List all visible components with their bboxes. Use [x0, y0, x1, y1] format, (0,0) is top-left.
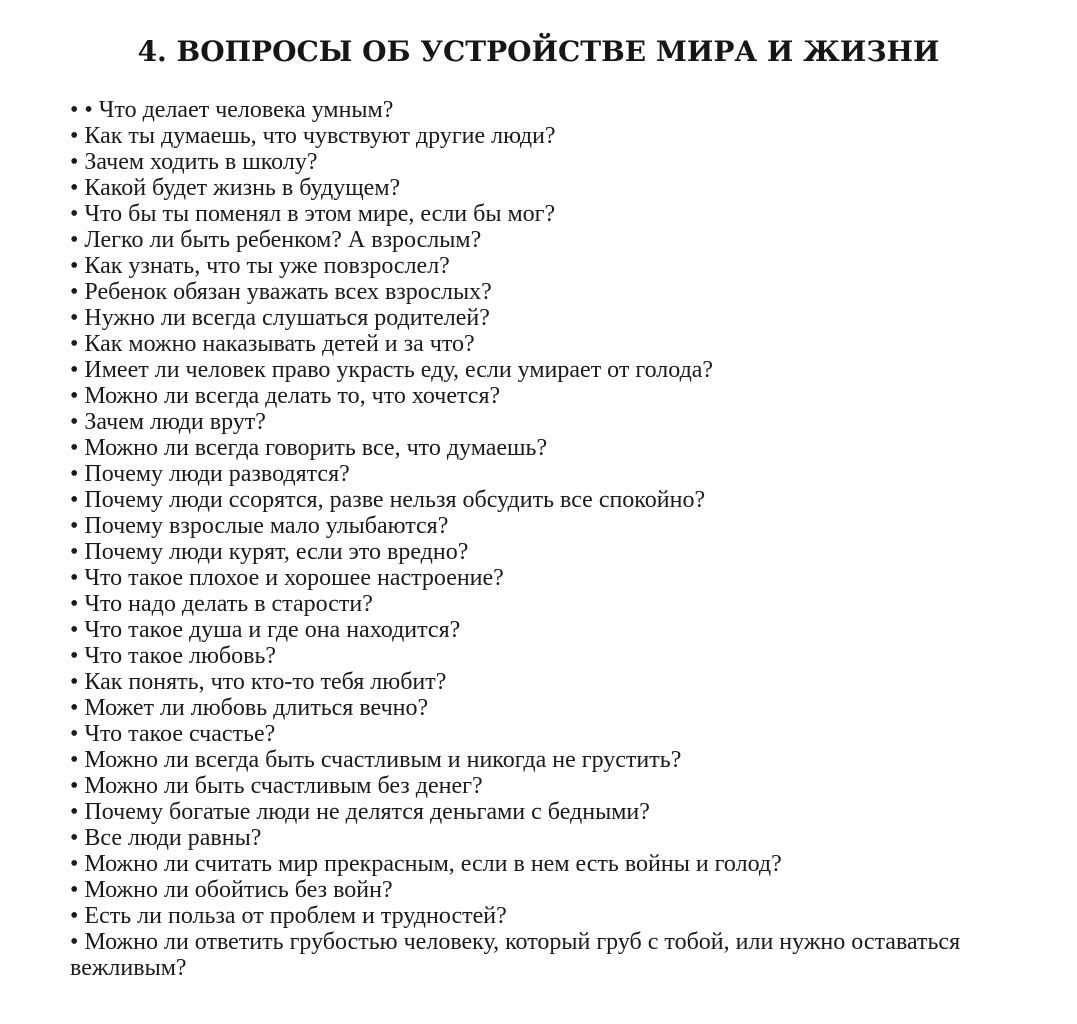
bullet-icon: •: [70, 253, 79, 279]
list-item-text: Можно ли быть счастливым без денег?: [84, 773, 483, 799]
bullet-icon: •: [70, 747, 79, 773]
bullet-icon: •: [70, 851, 79, 877]
list-item-text: Может ли любовь длиться вечно?: [84, 695, 429, 721]
bullet-icon: •: [70, 123, 79, 149]
list-item-text: Нужно ли всегда слушаться родителей?: [84, 305, 490, 331]
bullet-icon: •: [70, 669, 79, 695]
bullet-icon: •: [70, 513, 79, 539]
list-item-text: Можно ли считать мир прекрасным, если в нем есть войны и голод?: [84, 851, 782, 877]
list-item: [70, 435, 1010, 461]
bullet-icon: •: [70, 877, 79, 903]
list-item: [70, 461, 1010, 487]
bullet-icon: •: [70, 279, 79, 305]
list-item-text: Что бы ты поменял в этом мире, если бы мог?: [84, 201, 556, 227]
list-item-text: Какой будет жизнь в будущем?: [84, 175, 401, 201]
list-item: [70, 591, 1010, 617]
bullet-icon: •: [70, 97, 79, 123]
bullet-icon: •: [70, 487, 79, 513]
bullet-icon: •: [70, 539, 79, 565]
bullet-icon: •: [70, 565, 79, 591]
list-item: [70, 331, 1010, 357]
list-item-text: Имеет ли человек право украсть еду, если умирает от голода?: [84, 357, 714, 383]
bullet-icon: •: [70, 929, 79, 955]
list-item: [70, 929, 1010, 981]
list-item-text: Почему люди курят, если это вредно?: [84, 539, 469, 565]
list-item-text: Почему люди разводятся?: [84, 461, 350, 487]
bullet-icon: •: [70, 617, 79, 643]
list-item: [70, 123, 1010, 149]
list-item: [70, 773, 1010, 799]
bullet-icon: •: [70, 409, 79, 435]
list-item: [70, 409, 1010, 435]
list-item: [70, 97, 1010, 123]
list-item-text: Что такое счастье?: [84, 721, 276, 747]
bullet-icon: •: [70, 227, 79, 253]
bullet-icon: •: [70, 643, 79, 669]
list-item-text: Зачем люди врут?: [84, 409, 266, 435]
list-item-text: Можно ли всегда делать то, что хочется?: [84, 383, 501, 409]
bullet-icon: •: [70, 357, 79, 383]
list-item: [70, 253, 1010, 279]
list-item: [70, 721, 1010, 747]
list-item: [70, 877, 1010, 903]
list-item-text: Все люди равны?: [84, 825, 262, 851]
list-item: [70, 305, 1010, 331]
list-item-text: Как узнать, что ты уже повзрослел?: [84, 253, 450, 279]
list-item: [70, 617, 1010, 643]
bullet-icon: •: [70, 825, 79, 851]
list-item-text: Почему взрослые мало улыбаются?: [84, 513, 449, 539]
list-item: [70, 903, 1010, 929]
bullet-icon: •: [70, 383, 79, 409]
list-item: [70, 513, 1010, 539]
bullet-icon: •: [70, 773, 79, 799]
list-item: [70, 279, 1010, 305]
bullet-icon: •: [70, 591, 79, 617]
bullet-icon: •: [70, 175, 79, 201]
list-item: [70, 825, 1010, 851]
list-item-text: Как можно наказывать детей и за что?: [84, 331, 475, 357]
list-item-text: Легко ли быть ребенком? А взрослым?: [84, 227, 482, 253]
list-item: [70, 201, 1010, 227]
list-item: [70, 565, 1010, 591]
list-item: [70, 643, 1010, 669]
bullet-icon: •: [70, 331, 79, 357]
bullet-icon: •: [70, 461, 79, 487]
bullet-icon: •: [70, 149, 79, 175]
list-item-text: Почему люди ссорятся, разве нельзя обсудить все спокойно?: [84, 487, 706, 513]
bullet-icon: •: [70, 201, 79, 227]
list-item-text: Можно ли всегда быть счастливым и никогда не грустить?: [84, 747, 682, 773]
list-item: [70, 695, 1010, 721]
list-item: [70, 175, 1010, 201]
bullet-icon: •: [70, 799, 79, 825]
bullet-icon: •: [70, 435, 79, 461]
list-item-text: • Что делает человека умным?: [84, 97, 394, 123]
list-item: [70, 357, 1010, 383]
list-item: [70, 149, 1010, 175]
list-item-text: Можно ли ответить грубостью человеку, который груб с тобой, или нужно оставаться вежливым?: [70, 929, 961, 981]
bullet-icon: •: [70, 695, 79, 721]
list-item-text: Есть ли польза от проблем и трудностей?: [84, 903, 507, 929]
list-item: [70, 383, 1010, 409]
list-item-text: Что надо делать в старости?: [84, 591, 373, 617]
list-item-text: Зачем ходить в школу?: [84, 149, 318, 175]
bullet-icon: •: [70, 305, 79, 331]
questions-list: [70, 97, 1010, 981]
bullet-icon: •: [70, 903, 79, 929]
list-item: [70, 487, 1010, 513]
list-item-text: Можно ли обойтись без войн?: [84, 877, 393, 903]
list-item-text: Как ты думаешь, что чувствуют другие люди?: [84, 123, 556, 149]
list-item-text: Что такое любовь?: [84, 643, 277, 669]
page-title: 4. ВОПРОСЫ ОБ УСТРОЙСТВЕ МИРА И ЖИЗНИ: [137, 35, 940, 68]
list-item-text: Что такое плохое и хорошее настроение?: [84, 565, 504, 591]
list-item-text: Можно ли всегда говорить все, что думаешь?: [84, 435, 548, 461]
list-item: [70, 227, 1010, 253]
list-item-text: Ребенок обязан уважать всех взрослых?: [84, 279, 492, 305]
list-item: [70, 669, 1010, 695]
bullet-icon: •: [70, 721, 79, 747]
list-item: [70, 851, 1010, 877]
list-item: [70, 747, 1010, 773]
list-item-text: Как понять, что кто-то тебя любит?: [84, 669, 447, 695]
list-item: [70, 799, 1010, 825]
list-item-text: Что такое душа и где она находится?: [84, 617, 461, 643]
list-item-text: Почему богатые люди не делятся деньгами с бедными?: [84, 799, 650, 825]
list-item: [70, 539, 1010, 565]
